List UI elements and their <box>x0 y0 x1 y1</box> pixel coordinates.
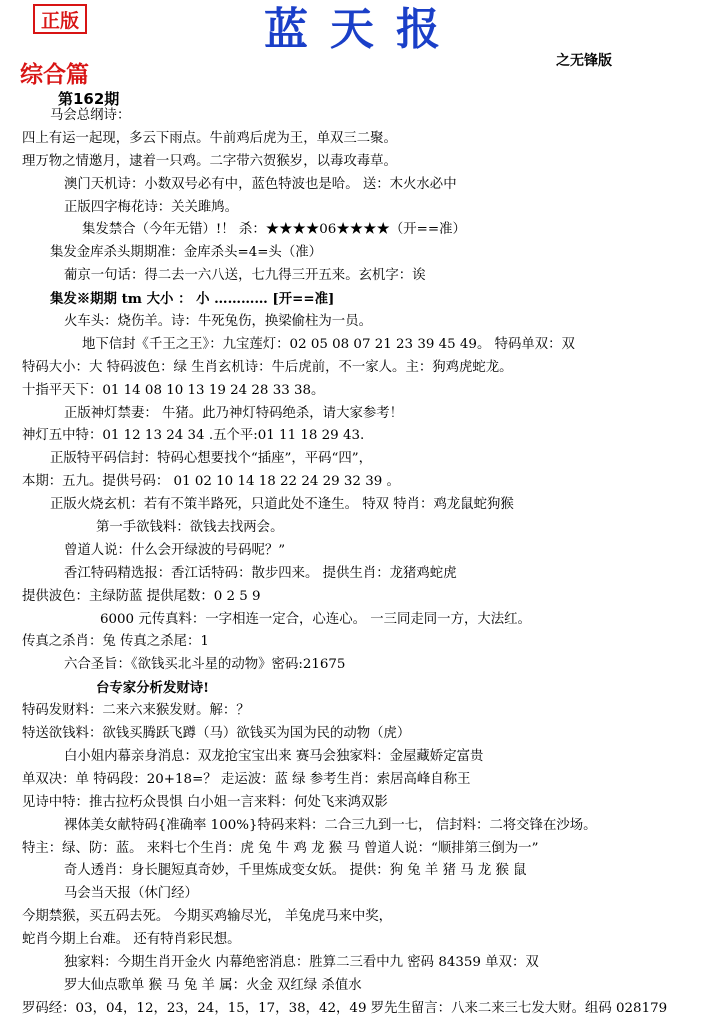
content-lines <box>0 105 710 1021</box>
text-line: 台专家分析发财诗! <box>96 680 210 697</box>
text-line: 裸体美女献特码{准确率 100%}特码来料：二合三九到一七， 信封料：二将交锋在沙场。 <box>64 817 597 833</box>
text-line: 十指平天下：01 14 08 10 13 19 24 28 33 38。 <box>22 382 325 398</box>
text-line: 六合圣旨：《欲钱买北斗星的动物》密码:21675 <box>64 657 346 673</box>
text-line: 特主：绿、防：蓝。 来料七个生肖：虎 兔 牛 鸡 龙 猴 马 曾道人说：“顺排第三倒为一” <box>22 840 539 856</box>
text-line: 集发金库杀头期期准：金库杀头=4=头（准） <box>50 245 322 261</box>
issue-number: 第162期 <box>58 90 120 108</box>
text-line: 正版神灯禁妻： 牛猪。此乃神灯特码绝杀，请大家参考！ <box>64 405 404 421</box>
text-line: 蛇肖今期上台难。 还有特肖彩民想。 <box>22 932 241 948</box>
text-line: 葡京一句话：得二去一六八送，七九得三开五来。玄机字：诶 <box>64 268 426 284</box>
text-line: 澳门天机诗：小数双号必有中，蓝色特波也是哈。 送：木火水必中 <box>64 176 457 192</box>
text-line: 特码发财料：二来六来猴发财。解：？ <box>22 703 250 719</box>
text-line: 地下信封《千王之王》：九宝莲灯：02 05 08 07 21 23 39 45 49。 特码单双：双 <box>82 336 575 352</box>
text-line: 见诗中特：推古拉朽众畏惧 白小姐一言来料：何处飞来鸿双影 <box>22 794 388 810</box>
text-line: 四上有运一起现，多云下雨点。牛前鸡后虎为王，单双三二聚。 <box>22 130 397 146</box>
text-line: 白小姐内幕亲身消息：双龙抢宝宝出来 赛马会独家料：金屋藏娇定富贵 <box>64 748 484 764</box>
text-line: 特送欲钱料：欲钱买腾跃飞蹲（马）欲钱买为国为民的动物（虎） <box>22 726 411 742</box>
edition-stamp: 正版 <box>33 4 87 34</box>
text-line: 神灯五中特：01 12 13 24 34 .五个平:01 11 18 29 43. <box>22 428 365 444</box>
masthead-title: 蓝天报 <box>264 4 462 55</box>
text-line: 马会当天报（休门经） <box>64 886 198 902</box>
text-line: 奇人透肖：身长腿短真奇妙，千里炼成变女妖。 提供：狗 兔 羊 猪 马 龙 猴 鼠 <box>64 863 527 879</box>
text-line: 正版四字梅花诗：关关雎鸠。 <box>64 199 239 215</box>
text-line: 曾道人说：什么会开绿波的号码呢？” <box>64 542 286 558</box>
text-line: 特码大小：大 特码波色：绿 生肖玄机诗：牛后虎前，不一家人。主：狗鸡虎蛇龙。 <box>22 359 513 375</box>
text-line: 火车头：烧伤羊。诗：牛死兔伤，换梁偷柱为一员。 <box>64 314 372 330</box>
text-line: 6000 元传真料：一字相连一定合，心连心。 一三同走同一方，大法红。 <box>100 611 531 627</box>
text-line: 集发※期期 tm 大小 ： 小 ………… [开==准] <box>50 291 335 308</box>
section-heading: 综合篇 <box>20 61 89 88</box>
text-line: 正版火烧玄机：若有不策半路死，只道此处不逢生。 特双 特肖：鸡龙鼠蛇狗猴 <box>50 497 514 513</box>
text-line: 罗码经：03，04，12，23，24，15，17，38，42，49 罗先生留言：八来二来三七发大财。组码 028179 <box>22 1000 668 1016</box>
text-line: 本期：五九。提供号码： 01 02 10 14 18 22 24 29 32 39 。 <box>22 474 400 490</box>
text-line: 马会总纲诗： <box>50 108 131 123</box>
text-line: 第一手欲钱料：欲钱去找两会。 <box>96 520 284 536</box>
text-line: 独家料：今期生肖开金火 内幕绝密消息：胜算二三看中九 密码 84359 单双：双 <box>64 954 539 970</box>
text-line: 香江特码精选报：香江话特码：散步四来。 提供生肖：龙猪鸡蛇虎 <box>64 565 457 581</box>
text-line: 提供波色：主绿防蓝 提供尾数：0 2 5 9 <box>22 588 261 604</box>
text-line: 今期禁猴，买五码去死。 今期买鸡输尽光， 羊兔虎马来中奖， <box>22 909 393 925</box>
edition-label: 之无锋版 <box>556 53 612 69</box>
text-line: 罗大仙点歌单 猴 马 兔 羊 属：火金 双红绿 杀值水 <box>64 977 362 993</box>
text-line: 理万物之情邀月，逮着一只鸡。二字带六贺猴岁，以毒攻毒草。 <box>22 153 397 169</box>
text-line: 正版特平码信封：特码心想要找个“插座”，平码“四”， <box>50 451 372 467</box>
text-line: 集发禁合（今年无错）!！ 杀：★★★★06★★★★（开==准） <box>82 222 466 238</box>
text-line: 单双决：单 特码段：20+18=？ 走运波：蓝 绿 参考生肖：索居高峰自称王 <box>22 771 471 787</box>
text-line: 传真之杀肖：兔 传真之杀尾：1 <box>22 634 209 650</box>
